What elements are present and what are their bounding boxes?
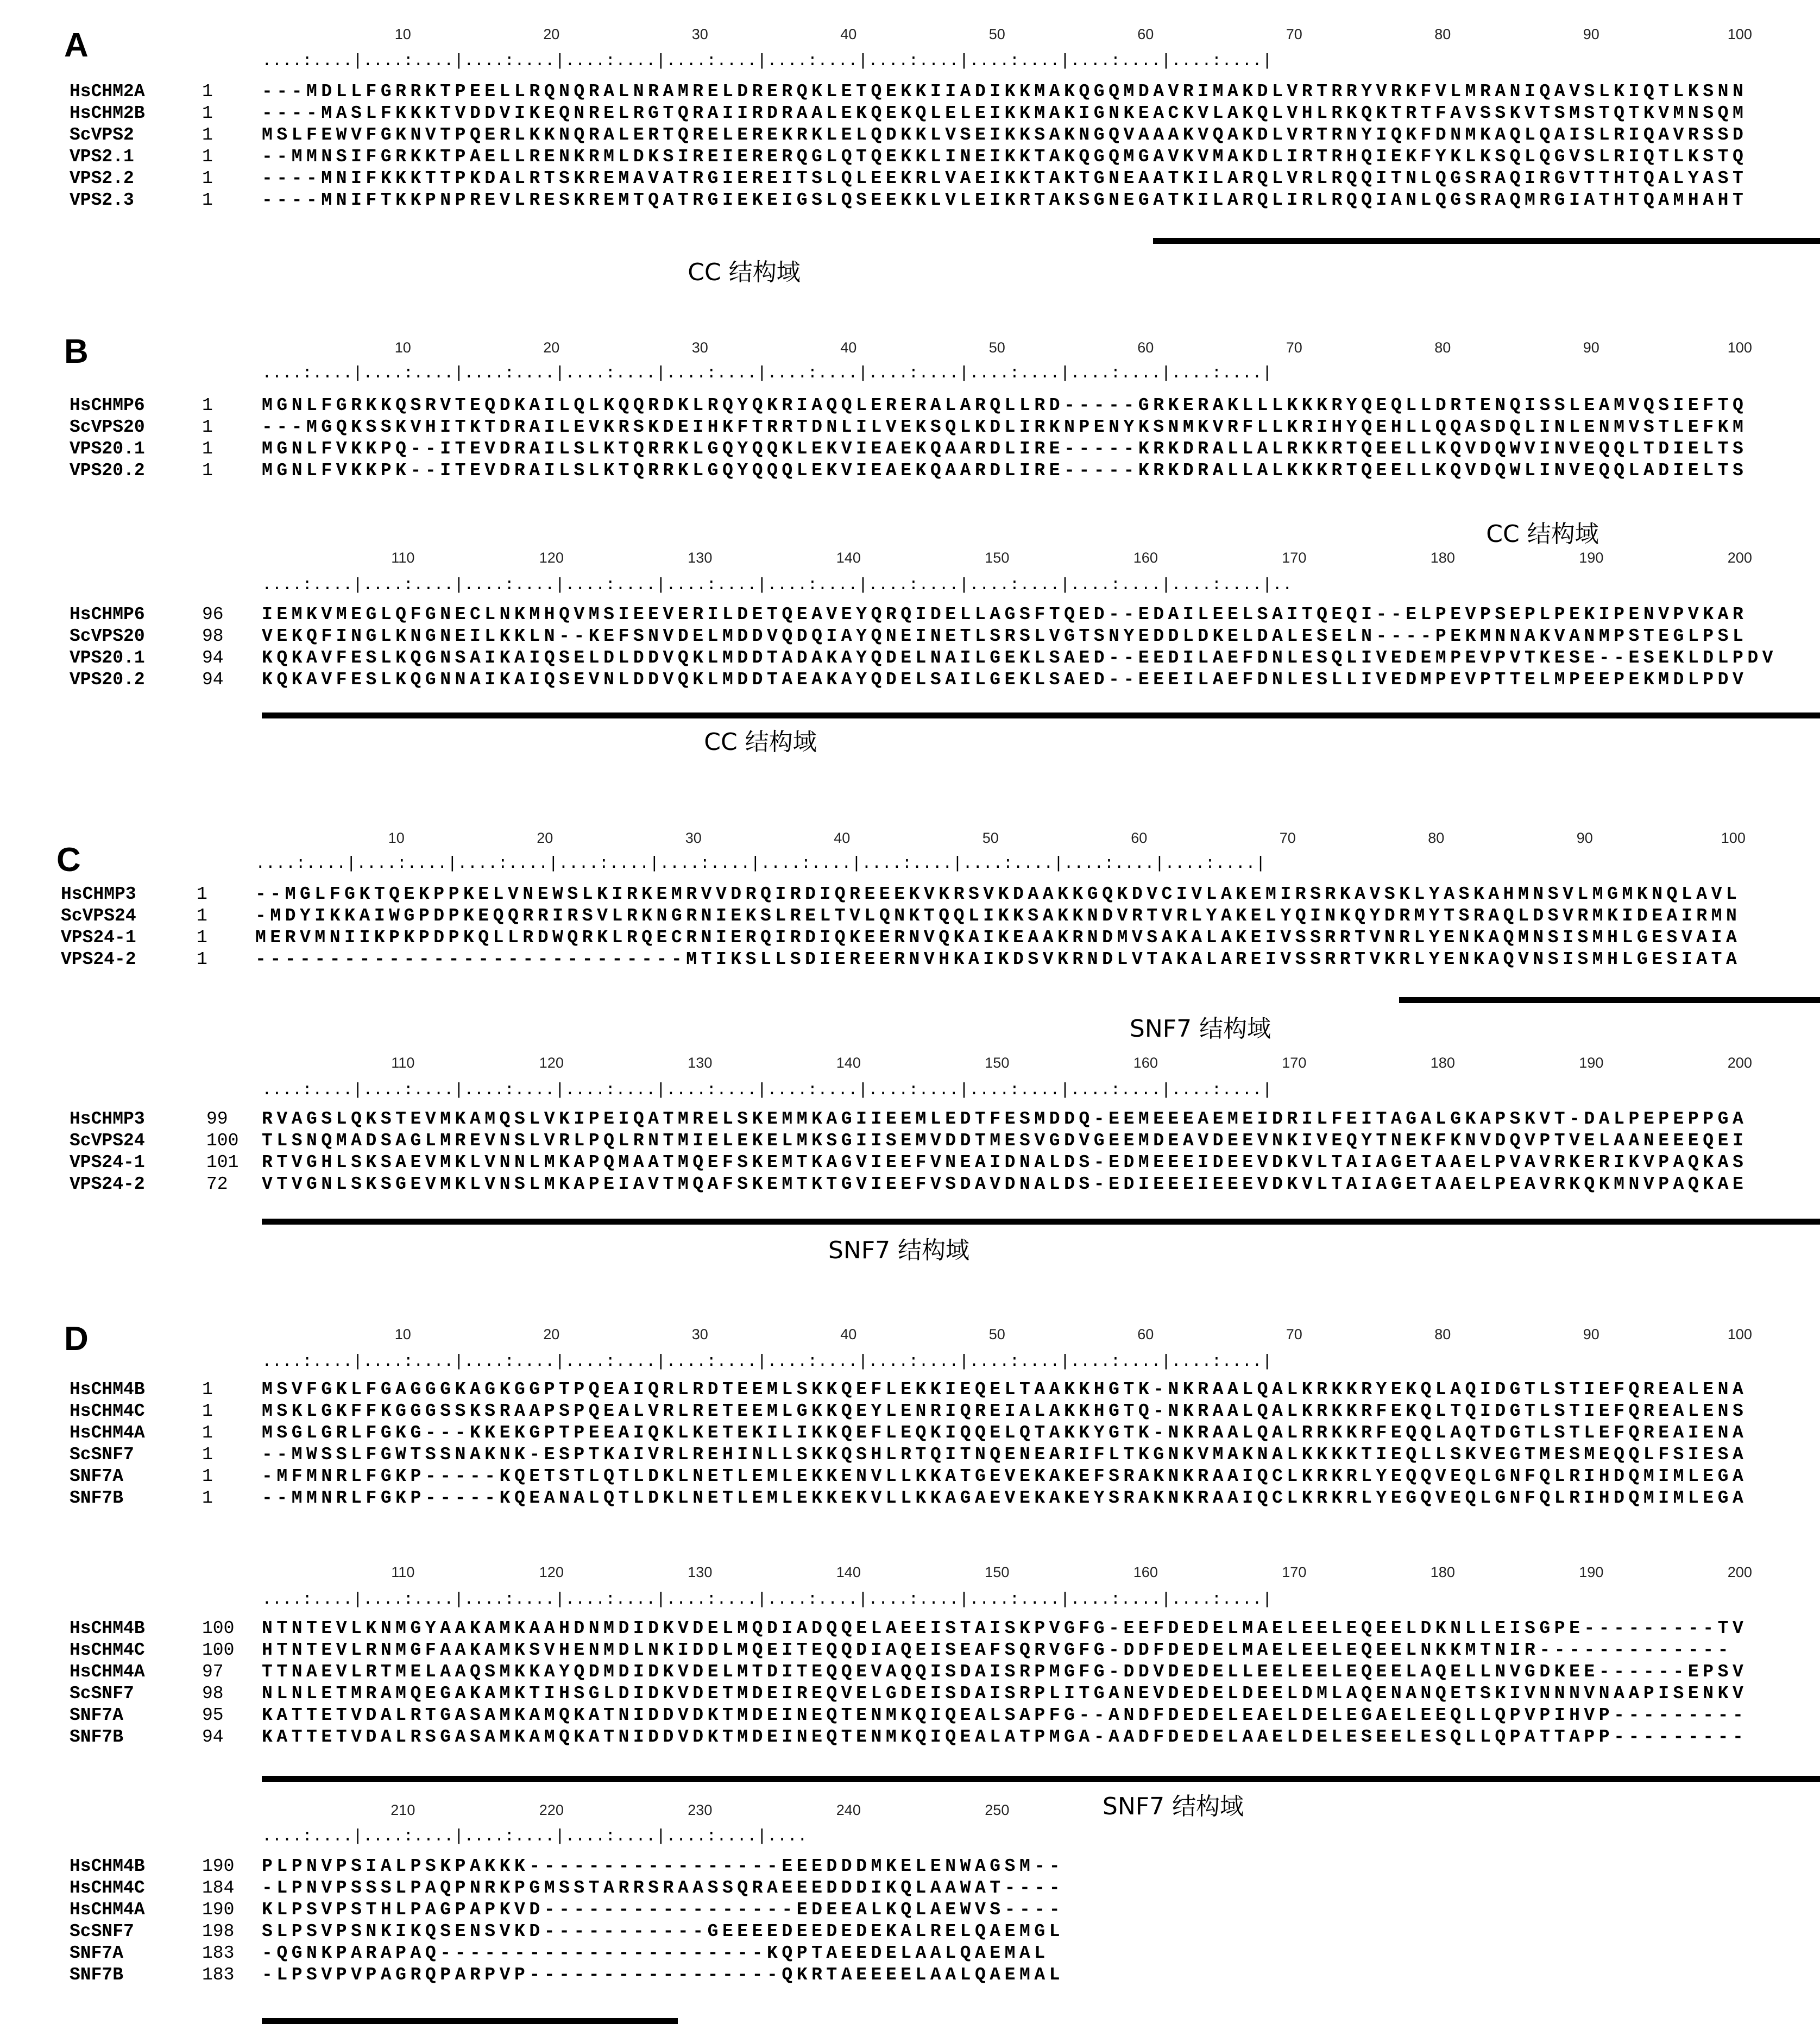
sequence-start-position: 96 — [202, 604, 224, 625]
sequence-residues: RTVGHLSKSAEVMKLVNNLMKAPQMAATMQEFSKEMTKAGVIEEFVNEAIDNALDS-EDMEEEIDEEVDKVLTAIAGETAAELPVAVRKERIKVPAQKAS — [262, 1152, 1748, 1172]
ruler-number: 20 — [537, 830, 553, 846]
sequence-residues: TLSNQMADSAGLMREVNSLVRLPQLRNTMIELEKELMKSGIISEMVDDTMESVGDVGEEMDEAVDEEVNKIVEQYTNEKFKNVDQVPTVELAANEEEQEI — [262, 1131, 1748, 1151]
ruler-number: 60 — [1131, 830, 1148, 846]
ruler-number: 110 — [391, 1055, 415, 1071]
sequence-residues: -MDYIKKAIWGPDPKEQQRRIRSVLRKNGRNIEKSLRELTVLQNKTQQLIKKSAKKNDVRTVRLYAKELYQINKQYDRMYTSRAQLDSVRMKIDEAIRMN — [255, 906, 1741, 926]
domain-bar — [1153, 238, 1820, 244]
sequence-residues: MGNLFGRKKQSRVTEQDKAILQLKQQRDKLRQYQKRIAQQLERERALARQLLRD-----GRKERAKLLLKKKRYQEQLLDRTENQISSLEAMVQSIEFTQ — [262, 395, 1748, 415]
sequence-start-position: 1 — [202, 147, 213, 167]
sequence-residues: KLPSVPSTHLPAGPAPKVD-----------------EDEEALKQLAEWVS---- — [262, 1900, 1065, 1920]
ruler-number: 10 — [394, 1326, 411, 1342]
domain-bar — [262, 2018, 678, 2024]
ruler-number: 140 — [836, 1564, 861, 1580]
ruler-number: 70 — [1286, 339, 1302, 356]
ruler-number: 130 — [688, 1564, 713, 1580]
ruler-number: 60 — [1137, 26, 1154, 42]
ruler-number: 180 — [1430, 550, 1455, 566]
ruler-number: 30 — [691, 339, 708, 356]
sequence-name: HsCHM4B — [70, 1618, 145, 1638]
position-ruler: ....:....|....:....|....:....|....:....|....:....|.... — [262, 1827, 808, 1846]
ruler-number: 80 — [1428, 830, 1445, 846]
position-ruler: ....:....|....:....|....:....|....:....|....:....|....:....|....:....|....:....|....:....|....:....| — [262, 1352, 1273, 1371]
sequence-name: SNF7A — [70, 1466, 124, 1486]
ruler-number: 170 — [1282, 550, 1307, 566]
sequence-start-position: 184 — [202, 1878, 235, 1898]
sequence-start-position: 1 — [202, 1423, 213, 1443]
sequence-residues: KQKAVFESLKQGNSAIKAIQSELDLDDVQKLMDDTADAKAYQDELNAILGEKLSAED--EEDILAEFDNLESQLIVEDEMPEVPVTKESE--ESEKLDLPDV — [262, 648, 1778, 668]
sequence-start-position: 198 — [202, 1921, 235, 1941]
position-ruler: ....:....|....:....|....:....|....:....|....:....|....:....|....:....|....:....|....:....|....:....| — [255, 854, 1266, 873]
sequence-residues: VTVGNLSKSGEVMKLVNSLMKAPEIAVTMQAFSKEMTKTGVIEEFVSDAVDNALDS-EDIEEEIEEEVDKVLTAIAGETAAELPEAVRKQKMNVPAQKAE — [262, 1174, 1748, 1194]
domain-label: SNF7 结构域 — [828, 1237, 970, 1264]
sequence-residues: ---MDLLFGRRKTPEELLRQNQRALNRAMRELDRERQKLETQEKKIIADIKKMAKQGQMDAVRIMAKDLVRTRRYVRKFVLMRANIQAVSLKIQTLKSNN — [262, 81, 1748, 102]
sequence-name: HsCHMP6 — [70, 395, 145, 415]
sequence-residues: KATTETVDALRTGASAMKAMQKATNIDDVDKTMDEINEQTENMKQIQEALSAPFG--ANDFDEDELEAELDELEGAELEEQLLQPVPIHVP--------- — [262, 1705, 1748, 1725]
sequence-name: VPS20.2 — [70, 461, 145, 481]
ruler-number: 160 — [1133, 550, 1158, 566]
sequence-residues: MGNLFVKKPQ--ITEVDRAILSLKTQRRKLGQYQQKLEKVIEAEKQAARDLIRE-----KRKDRALLALRKKRTQEELLKQVDQWVINVEQQLTDIELTS — [262, 439, 1748, 459]
sequence-start-position: 1 — [197, 906, 207, 926]
sequence-start-position: 98 — [202, 1683, 224, 1704]
sequence-residues: MGNLFVKKPK--ITEVDRAILSLKTQRRKLGQYQQQLEKVIEAEKQAARDLIRE-----KRKDRALLALKKKRTQEELLKQVDQWLINVEQQLADIELTS — [262, 461, 1748, 481]
sequence-start-position: 1 — [202, 1466, 213, 1486]
sequence-residues: MERVMNIIKPKPDPKQLLRDWQRKLRQECRNIERQIRDIQKEERNVQKAIKEAAKRNDMVSAKALAKEIVSSRRTVNRLYENKAQMNSISMHLGESVAIA — [255, 928, 1741, 948]
sequence-residues: SLPSVPSNKIKQSENSVKD-----------GEEEEDEEDEDEKALRELQAEMGL — [262, 1921, 1065, 1941]
sequence-start-position: 1 — [202, 81, 213, 102]
ruler-number: 190 — [1579, 1564, 1604, 1580]
sequence-start-position: 1 — [197, 928, 207, 948]
sequence-name: HsCHM4B — [70, 1379, 145, 1399]
sequence-residues: -----------------------------MTIKSLLSDIEREERNVHKAIKDSVKRNDLVTAKALAREIVSSRRTVKRLYENKAQVNSISMHLGESIATA — [255, 949, 1741, 969]
sequence-residues: NLNLETMRAMQEGAKAMKTIHSGLDIDKVDETMDEIREQVELGDEISDAISRPLITGANEVDEDELDEELDMLAQENANQETSKIVNNNVNAAPISENKV — [262, 1683, 1748, 1704]
ruler-number: 120 — [539, 1564, 564, 1580]
ruler-number: 120 — [539, 1055, 564, 1071]
sequence-name: HsCHM4C — [70, 1401, 145, 1421]
sequence-name: ScVPS2 — [70, 125, 134, 145]
sequence-name: ScVPS20 — [70, 626, 145, 646]
sequence-residues: KATTETVDALRSGASAMKAMQKATNIDDVDKTMDEINEQTENMKQIQEALATPMGA-AADFDEDELAAELDELESEELESQLLQPATTAPP--------- — [262, 1727, 1748, 1747]
sequence-start-position: 1 — [202, 168, 213, 188]
position-ruler: ....:....|....:....|....:....|....:....|....:....|....:....|....:....|....:....|....:....|....:....| — [262, 52, 1273, 71]
ruler-number: 80 — [1434, 26, 1451, 42]
ruler-number: 150 — [985, 1055, 1010, 1071]
domain-bar — [1399, 997, 1820, 1003]
sequence-name: ScVPS24 — [61, 906, 136, 926]
sequence-start-position: 1 — [202, 1379, 213, 1399]
sequence-name: VPS24-1 — [70, 1152, 145, 1172]
sequence-name: ScVPS20 — [70, 417, 145, 437]
ruler-number: 110 — [391, 550, 415, 566]
sequence-residues: ----MNIFTKKPNPREVLRESKREMTQATRGIEKEIGSLQSEEKKLVLEIKRTAKSGNEGATKILARQLIRLRQQIANLQGSRAQMRGIATHTQAMHAHT — [262, 190, 1748, 210]
sequence-start-position: 94 — [202, 648, 224, 668]
sequence-residues: --MWSSLFGWTSSNAKNK-ESPTKAIVRLREHINLLSKKQSHLRTQITNQENEARIFLTKGNKVMAKNALKKKKTIEQLLSKVEGTMESMEQQLFSIESA — [262, 1445, 1748, 1465]
sequence-name: HsCHMP3 — [61, 884, 136, 904]
sequence-start-position: 1 — [202, 1445, 213, 1465]
sequence-name: VPS2.2 — [70, 168, 134, 188]
ruler-number: 100 — [1727, 1326, 1752, 1342]
sequence-name: HsCHM4B — [70, 1856, 145, 1876]
sequence-start-position: 100 — [202, 1640, 235, 1660]
sequence-start-position: 98 — [202, 626, 224, 646]
ruler-number: 20 — [543, 1326, 560, 1342]
sequence-start-position: 1 — [202, 1401, 213, 1421]
domain-label: SNF7 结构域 — [1129, 1015, 1271, 1043]
ruler-number: 40 — [840, 1326, 857, 1342]
ruler-number: 130 — [688, 550, 713, 566]
sequence-start-position: 1 — [202, 417, 213, 437]
sequence-start-position: 94 — [202, 670, 224, 690]
domain-label: CC 结构域 — [1486, 520, 1599, 548]
sequence-residues: --MGLFGKTQEKPPKELVNEWSLKIRKEMRVVDRQIRDIQREEEKVKRSVKDAAKKGQKDVCIVLAKEMIRSRKAVSKLYASKAHMNSVLMGMKNQLAVL — [255, 884, 1741, 904]
sequence-start-position: 1 — [202, 395, 213, 415]
sequence-residues: --MMNSIFGRKKTPAELLRENKRMLDKSIREIERERQGLQTQEKKLINEIKKTAKQGQMGAVKVMAKDLIRTRHQIEKFYKLKSQLQGVSLRIQTLKSTQ — [262, 147, 1748, 167]
ruler-number: 50 — [988, 339, 1005, 356]
ruler-number: 50 — [988, 1326, 1005, 1342]
ruler-number: 170 — [1282, 1564, 1307, 1580]
sequence-name: HsCHMP6 — [70, 604, 145, 625]
ruler-number: 140 — [836, 550, 861, 566]
sequence-name: VPS20.1 — [70, 439, 145, 459]
ruler-number: 60 — [1137, 1326, 1154, 1342]
sequence-start-position: 97 — [202, 1662, 224, 1682]
sequence-start-position: 100 — [206, 1131, 239, 1151]
ruler-number: 100 — [1727, 26, 1752, 42]
ruler-number: 150 — [985, 1564, 1010, 1580]
sequence-residues: PLPNVPSIALPSKPAKKK-----------------EEEDDDMKELENWAGSM-- — [262, 1856, 1065, 1876]
position-ruler: ....:....|....:....|....:....|....:....|....:....|....:....|....:....|....:....|....:....|....:....|.. — [262, 576, 1293, 595]
ruler-number: 30 — [691, 1326, 708, 1342]
sequence-start-position: 1 — [202, 461, 213, 481]
ruler-number: 40 — [834, 830, 851, 846]
sequence-residues: -MFMNRLFGKP-----KQETSTLQTLDKLNETLEMLEKKENVLLKKATGEVEKAKEFSRAKNKRAAIQCLKRKRLYEQQVEQLGNFQLRIHDQMIMLEGA — [262, 1466, 1748, 1486]
sequence-start-position: 100 — [202, 1618, 235, 1638]
sequence-residues: RVAGSLQKSTEVMKAMQSLVKIPEIQATMRELSKEMMKAGIIEEMLEDTFESMDDQ-EEMEEEAEMEIDRILFEITAGALGKAPSKVT-DALPEPEPPGA — [262, 1109, 1748, 1129]
sequence-name: SNF7A — [70, 1943, 124, 1963]
sequence-name: HsCHMP3 — [70, 1109, 145, 1129]
ruler-number: 20 — [543, 26, 560, 42]
sequence-residues: --MMNRLFGKP-----KQEANALQTLDKLNETLEMLEKKEKVLLKKAGAEVEKAKEYSRAKNKRAAIQCLKRKRLYEGQVEQLGNFQLRIHDQMIMLEGA — [262, 1488, 1748, 1508]
panel-letter-d: D — [64, 1320, 89, 1358]
panel-letter-a: A — [64, 27, 89, 64]
ruler-number: 100 — [1721, 830, 1746, 846]
panel-letter-c: C — [56, 841, 81, 879]
ruler-number: 90 — [1576, 830, 1593, 846]
sequence-residues: NTNTEVLKNMGYAAKAMKAAHDNMDIDKVDELMQDIADQQELAEEISTAISKPVGFG-EEFDEDELMAELEELEQEELDKNLLEISGPE---------TV — [262, 1618, 1748, 1638]
ruler-number: 70 — [1286, 1326, 1302, 1342]
panel-letter-b: B — [64, 333, 89, 370]
sequence-residues: ---MGQKSSKVHITKTDRAILEVKRSKDEIHKFTRRTDNLILVEKSQLKDLIRKNPENYKSNMKVRFLLKRIHYQEHLLQQASDQLINLENMVSTLEFKM — [262, 417, 1748, 437]
sequence-name: VPS2.1 — [70, 147, 134, 167]
ruler-number: 30 — [685, 830, 702, 846]
sequence-residues: MSKLGKFFKGGGSSKSRAAPSPQEALVRLRETEEMLGKKQEYLENRIQREIALAKKHGTQ-NKRAALQALKRKKRFEKQLTQIDGTLSTIEFQREALENS — [262, 1401, 1748, 1421]
sequence-name: SNF7B — [70, 1727, 124, 1747]
ruler-number: 60 — [1137, 339, 1154, 356]
sequence-start-position: 190 — [202, 1856, 235, 1876]
sequence-name: HsCHM4A — [70, 1900, 145, 1920]
domain-bar — [262, 713, 1820, 718]
sequence-name: SNF7A — [70, 1705, 124, 1725]
ruler-number: 200 — [1727, 1055, 1752, 1071]
sequence-name: VPS24-2 — [61, 949, 136, 969]
ruler-number: 50 — [982, 830, 999, 846]
sequence-start-position: 183 — [202, 1943, 235, 1963]
sequence-residues: MSLFEWVFGKNVTPQERLKKNQRALERTQRELEREKRKLELQDKKLVSEIKKSAKNGQVAAAKVQAKDLVRTRNYIQKFDNMKAQLQAISLRIQAVRSSD — [262, 125, 1748, 145]
ruler-number: 40 — [840, 339, 857, 356]
ruler-number: 70 — [1286, 26, 1302, 42]
sequence-residues: -LPNVPSSSLPAQPNRKPGMSSTARRSRAASSQRAEEEDDDIKQLAAWAT---- — [262, 1878, 1065, 1898]
ruler-number: 30 — [691, 26, 708, 42]
ruler-number: 160 — [1133, 1055, 1158, 1071]
ruler-number: 190 — [1579, 550, 1604, 566]
position-ruler: ....:....|....:....|....:....|....:....|....:....|....:....|....:....|....:....|....:....|....:....| — [262, 1590, 1273, 1609]
sequence-start-position: 95 — [202, 1705, 224, 1725]
sequence-residues: ----MNIFKKKTTPKDALRTSKREMAVATRGIEREITSLQLEEKRLVAEIKKTAKTGNEAATKILARQLVRLRQQITNLQGSRAQIRGVTTHTQALYAST — [262, 168, 1748, 188]
sequence-residues: MSVFGKLFGAGGGKAGKGGPTPQEAIQRLRDTEEMLSKKQEFLEKKIEQELTAAKKHGTK-NKRAALQALKRKKRYEKQLAQIDGTLSTIEFQREALENA — [262, 1379, 1748, 1399]
sequence-residues: KQKAVFESLKQGNNAIKAIQSEVNLDDVQKLMDDTAEAKAYQDELSAILGEKLSAED--EEEILAEFDNLESLLIVEDMPEVPTTELMPEEPEKMDLPDV — [262, 670, 1748, 690]
ruler-number: 190 — [1579, 1055, 1604, 1071]
ruler-number: 10 — [394, 26, 411, 42]
ruler-number: 180 — [1430, 1055, 1455, 1071]
sequence-name: HsCHM4C — [70, 1878, 145, 1898]
sequence-name: ScSNF7 — [70, 1921, 134, 1941]
domain-label: SNF7 结构域 — [1102, 1793, 1244, 1820]
sequence-start-position: 99 — [206, 1109, 228, 1129]
ruler-number: 70 — [1279, 830, 1296, 846]
sequence-start-position: 101 — [206, 1152, 239, 1172]
position-ruler: ....:....|....:....|....:....|....:....|....:....|....:....|....:....|....:....|....:....|....:....| — [262, 364, 1273, 383]
sequence-start-position: 1 — [202, 103, 213, 123]
ruler-number: 200 — [1727, 550, 1752, 566]
ruler-number: 50 — [988, 26, 1005, 42]
sequence-residues: -QGNKPARAPAQ----------------------KQPTAEEDELAALQAEMAL — [262, 1943, 1049, 1963]
sequence-start-position: 1 — [202, 439, 213, 459]
ruler-number: 80 — [1434, 1326, 1451, 1342]
sequence-name: VPS24-2 — [70, 1174, 145, 1194]
ruler-number: 210 — [391, 1802, 415, 1818]
sequence-start-position: 72 — [206, 1174, 228, 1194]
sequence-residues: VEKQFINGLKNGNEILKKLN--KEFSNVDELMDDVQDQIAYQNEINETLSRSLVGTSNYEDDLDKELDALESELN----PEKMNNAKVANMPSTEGLPSL — [262, 626, 1748, 646]
sequence-start-position: 1 — [197, 949, 207, 969]
sequence-name: ScSNF7 — [70, 1683, 134, 1704]
ruler-number: 100 — [1727, 339, 1752, 356]
ruler-number: 200 — [1727, 1564, 1752, 1580]
ruler-number: 40 — [840, 26, 857, 42]
sequence-start-position: 1 — [197, 884, 207, 904]
sequence-name: VPS2.3 — [70, 190, 134, 210]
position-ruler: ....:....|....:....|....:....|....:....|....:....|....:....|....:....|....:....|....:....|....:....| — [262, 1081, 1273, 1100]
ruler-number: 120 — [539, 550, 564, 566]
sequence-name: VPS20.2 — [70, 670, 145, 690]
ruler-number: 90 — [1583, 1326, 1599, 1342]
sequence-name: SNF7B — [70, 1965, 124, 1985]
sequence-start-position: 183 — [202, 1965, 235, 1985]
domain-label: CC 结构域 — [688, 258, 801, 286]
sequence-name: ScVPS24 — [70, 1131, 145, 1151]
ruler-number: 170 — [1282, 1055, 1307, 1071]
ruler-number: 140 — [836, 1055, 861, 1071]
ruler-number: 20 — [543, 339, 560, 356]
sequence-name: HsCHM2B — [70, 103, 145, 123]
domain-bar — [262, 1219, 1820, 1225]
ruler-number: 130 — [688, 1055, 713, 1071]
sequence-residues: -LPSVPVPAGRQPARPVP-----------------QKRTAEEEELAALQAEMAL — [262, 1965, 1065, 1985]
ruler-number: 240 — [836, 1802, 861, 1818]
ruler-number: 10 — [388, 830, 405, 846]
sequence-residues: MSGLGRLFGKG---KKEKGPTPEEAIQKLKETEKILIKKQEFLEQKIQQELQTAKKYGTK-NKRAALQALRRKKRFEQQLAQTDGTLSTLEFQREAIENA — [262, 1423, 1748, 1443]
ruler-number: 90 — [1583, 26, 1599, 42]
sequence-start-position: 94 — [202, 1727, 224, 1747]
ruler-number: 220 — [539, 1802, 564, 1818]
ruler-number: 150 — [985, 550, 1010, 566]
sequence-name: HsCHM4A — [70, 1662, 145, 1682]
sequence-name: VPS20.1 — [70, 648, 145, 668]
sequence-residues: IEMKVMEGLQFGNECLNKMHQVMSIEEVERILDETQEAVEYQRQIDELLAGSFTQED--EDAILEELSAITQEQI--ELPEVPSEPLPEKIPENVPVKAR — [262, 604, 1748, 625]
domain-bar — [262, 1776, 1820, 1782]
ruler-number: 80 — [1434, 339, 1451, 356]
sequence-name: VPS24-1 — [61, 928, 136, 948]
sequence-name: HsCHM2A — [70, 81, 145, 102]
ruler-number: 230 — [688, 1802, 713, 1818]
sequence-name: ScSNF7 — [70, 1445, 134, 1465]
ruler-number: 90 — [1583, 339, 1599, 356]
sequence-start-position: 1 — [202, 125, 213, 145]
sequence-residues: ----MASLFKKKTVDDVIKEQNRELRGTQRAIIRDRAALEKQEKQLELEIKKMAKIGNKEACKVLAKQLVHLRKQKTRTFAVSSKVTSMSTQTKVMNSQM — [262, 103, 1748, 123]
ruler-number: 110 — [391, 1564, 415, 1580]
ruler-number: 10 — [394, 339, 411, 356]
domain-label: CC 结构域 — [704, 728, 817, 756]
sequence-name: HsCHM4C — [70, 1640, 145, 1660]
sequence-start-position: 1 — [202, 1488, 213, 1508]
sequence-name: SNF7B — [70, 1488, 124, 1508]
sequence-residues: TTNAEVLRTMELAAQSMKKAYQDMDIDKVDELMTDITEQQEVAQQISDAISRPMGFG-DDVDEDELLEELEELEQEELAQELLNVGDKEE------EPSV — [262, 1662, 1748, 1682]
sequence-start-position: 190 — [202, 1900, 235, 1920]
ruler-number: 160 — [1133, 1564, 1158, 1580]
sequence-residues: HTNTEVLRNMGFAAKAMKSVHENMDLNKIDDLMQEITEQQDIAQEISEAFSQRVGFG-DDFDEDELMAELEELEQEELNKKMTNIR------------- — [262, 1640, 1733, 1660]
sequence-start-position: 1 — [202, 190, 213, 210]
sequence-name: HsCHM4A — [70, 1423, 145, 1443]
ruler-number: 250 — [985, 1802, 1010, 1818]
ruler-number: 180 — [1430, 1564, 1455, 1580]
